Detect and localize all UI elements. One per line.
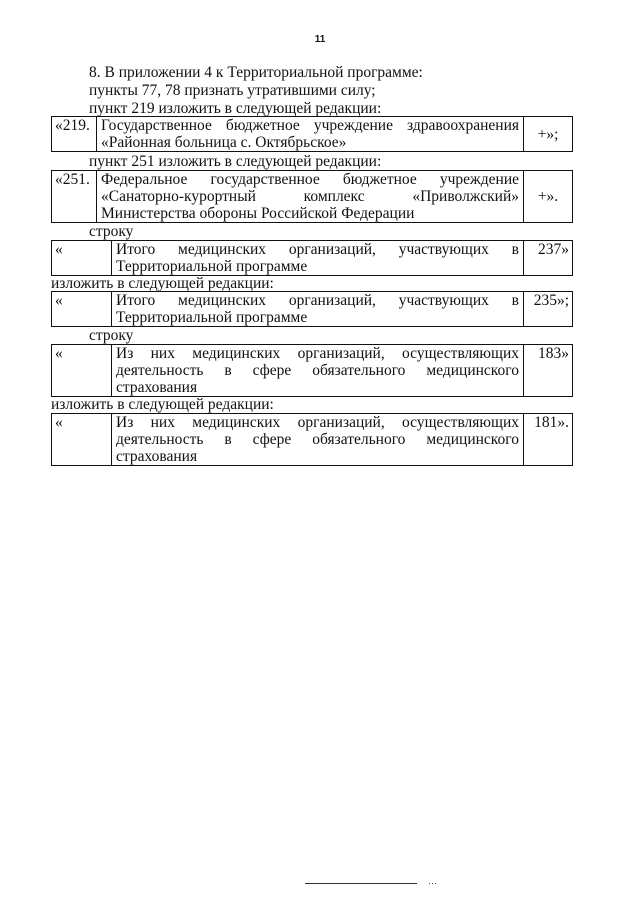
row-219-name-line-1: Государственное бюджетное учреждение здравоохранения xyxy=(101,117,519,134)
oms-old-line-1: Из них медицинских организаций, осуществляющих xyxy=(116,345,519,362)
edit-label-2: изложить в следующей редакции: xyxy=(51,396,274,413)
table-oms-old xyxy=(51,344,573,397)
total-new-text xyxy=(112,292,524,327)
oms-new-quote: « xyxy=(52,414,112,466)
row-219-value: +»; xyxy=(524,117,573,152)
page-number: 11 xyxy=(314,34,326,45)
intro-line-1: 8. В приложении 4 к Территориальной программе: xyxy=(89,64,423,81)
total-new-line-1: Итого медицинских организаций, участвующих в xyxy=(116,292,519,309)
row-251-value: +». xyxy=(524,171,573,223)
table-total-new xyxy=(51,291,573,327)
text-251: пункт 251 изложить в следующей редакции: xyxy=(89,153,382,170)
oms-new-line-1: Из них медицинских организаций, осуществляющих xyxy=(116,414,519,431)
total-new-quote: « xyxy=(52,292,112,327)
footer-mark: ··· xyxy=(428,878,437,888)
total-old-value: 237» xyxy=(524,241,573,276)
edit-label-1: изложить в следующей редакции: xyxy=(51,275,274,292)
oms-old-line-3: страхования xyxy=(116,379,198,396)
table-row-251 xyxy=(51,170,573,223)
stroku-label-2: строку xyxy=(89,327,134,344)
row-219-number: «219. xyxy=(52,117,97,152)
total-old-quote: « xyxy=(52,241,112,276)
table-row-219 xyxy=(51,116,573,152)
oms-old-quote: « xyxy=(52,345,112,397)
total-new-value: 235»; xyxy=(524,292,573,327)
oms-old-text xyxy=(112,345,524,397)
row-251-name-line-3: Министерства обороны Российской Федерации xyxy=(101,205,415,222)
intro-line-2: пункты 77, 78 признать утратившими силу; xyxy=(89,82,376,99)
row-219-name-line-2: «Районная больница с. Октябрьское» xyxy=(101,134,347,151)
oms-old-line-2: деятельность в сфере обязательного медицинского xyxy=(116,362,519,379)
oms-new-value: 181». xyxy=(524,414,573,466)
total-old-text xyxy=(112,241,524,276)
footer-rule xyxy=(305,883,417,884)
row-219-name xyxy=(97,117,524,152)
stroku-label-1: строку xyxy=(89,223,134,240)
total-old-line-2: Территориальной программе xyxy=(116,258,308,275)
oms-new-line-3: страхования xyxy=(116,448,198,465)
row-251-name-line-1: Федеральное государственное бюджетное учреждение xyxy=(101,171,519,188)
total-old-line-1: Итого медицинских организаций, участвующих в xyxy=(116,241,519,258)
oms-new-line-2: деятельность в сфере обязательного медицинского xyxy=(116,431,519,448)
intro-line-3: пункт 219 изложить в следующей редакции: xyxy=(89,100,382,117)
oms-new-text xyxy=(112,414,524,466)
table-total-old xyxy=(51,240,573,276)
row-251-name-line-2: «Санаторно-курортный комплекс «Приволжский» xyxy=(101,188,519,205)
table-oms-new xyxy=(51,413,573,466)
row-251-name xyxy=(97,171,524,223)
row-251-number: «251. xyxy=(52,171,97,223)
total-new-line-2: Территориальной программе xyxy=(116,309,308,326)
oms-old-value: 183» xyxy=(524,345,573,397)
